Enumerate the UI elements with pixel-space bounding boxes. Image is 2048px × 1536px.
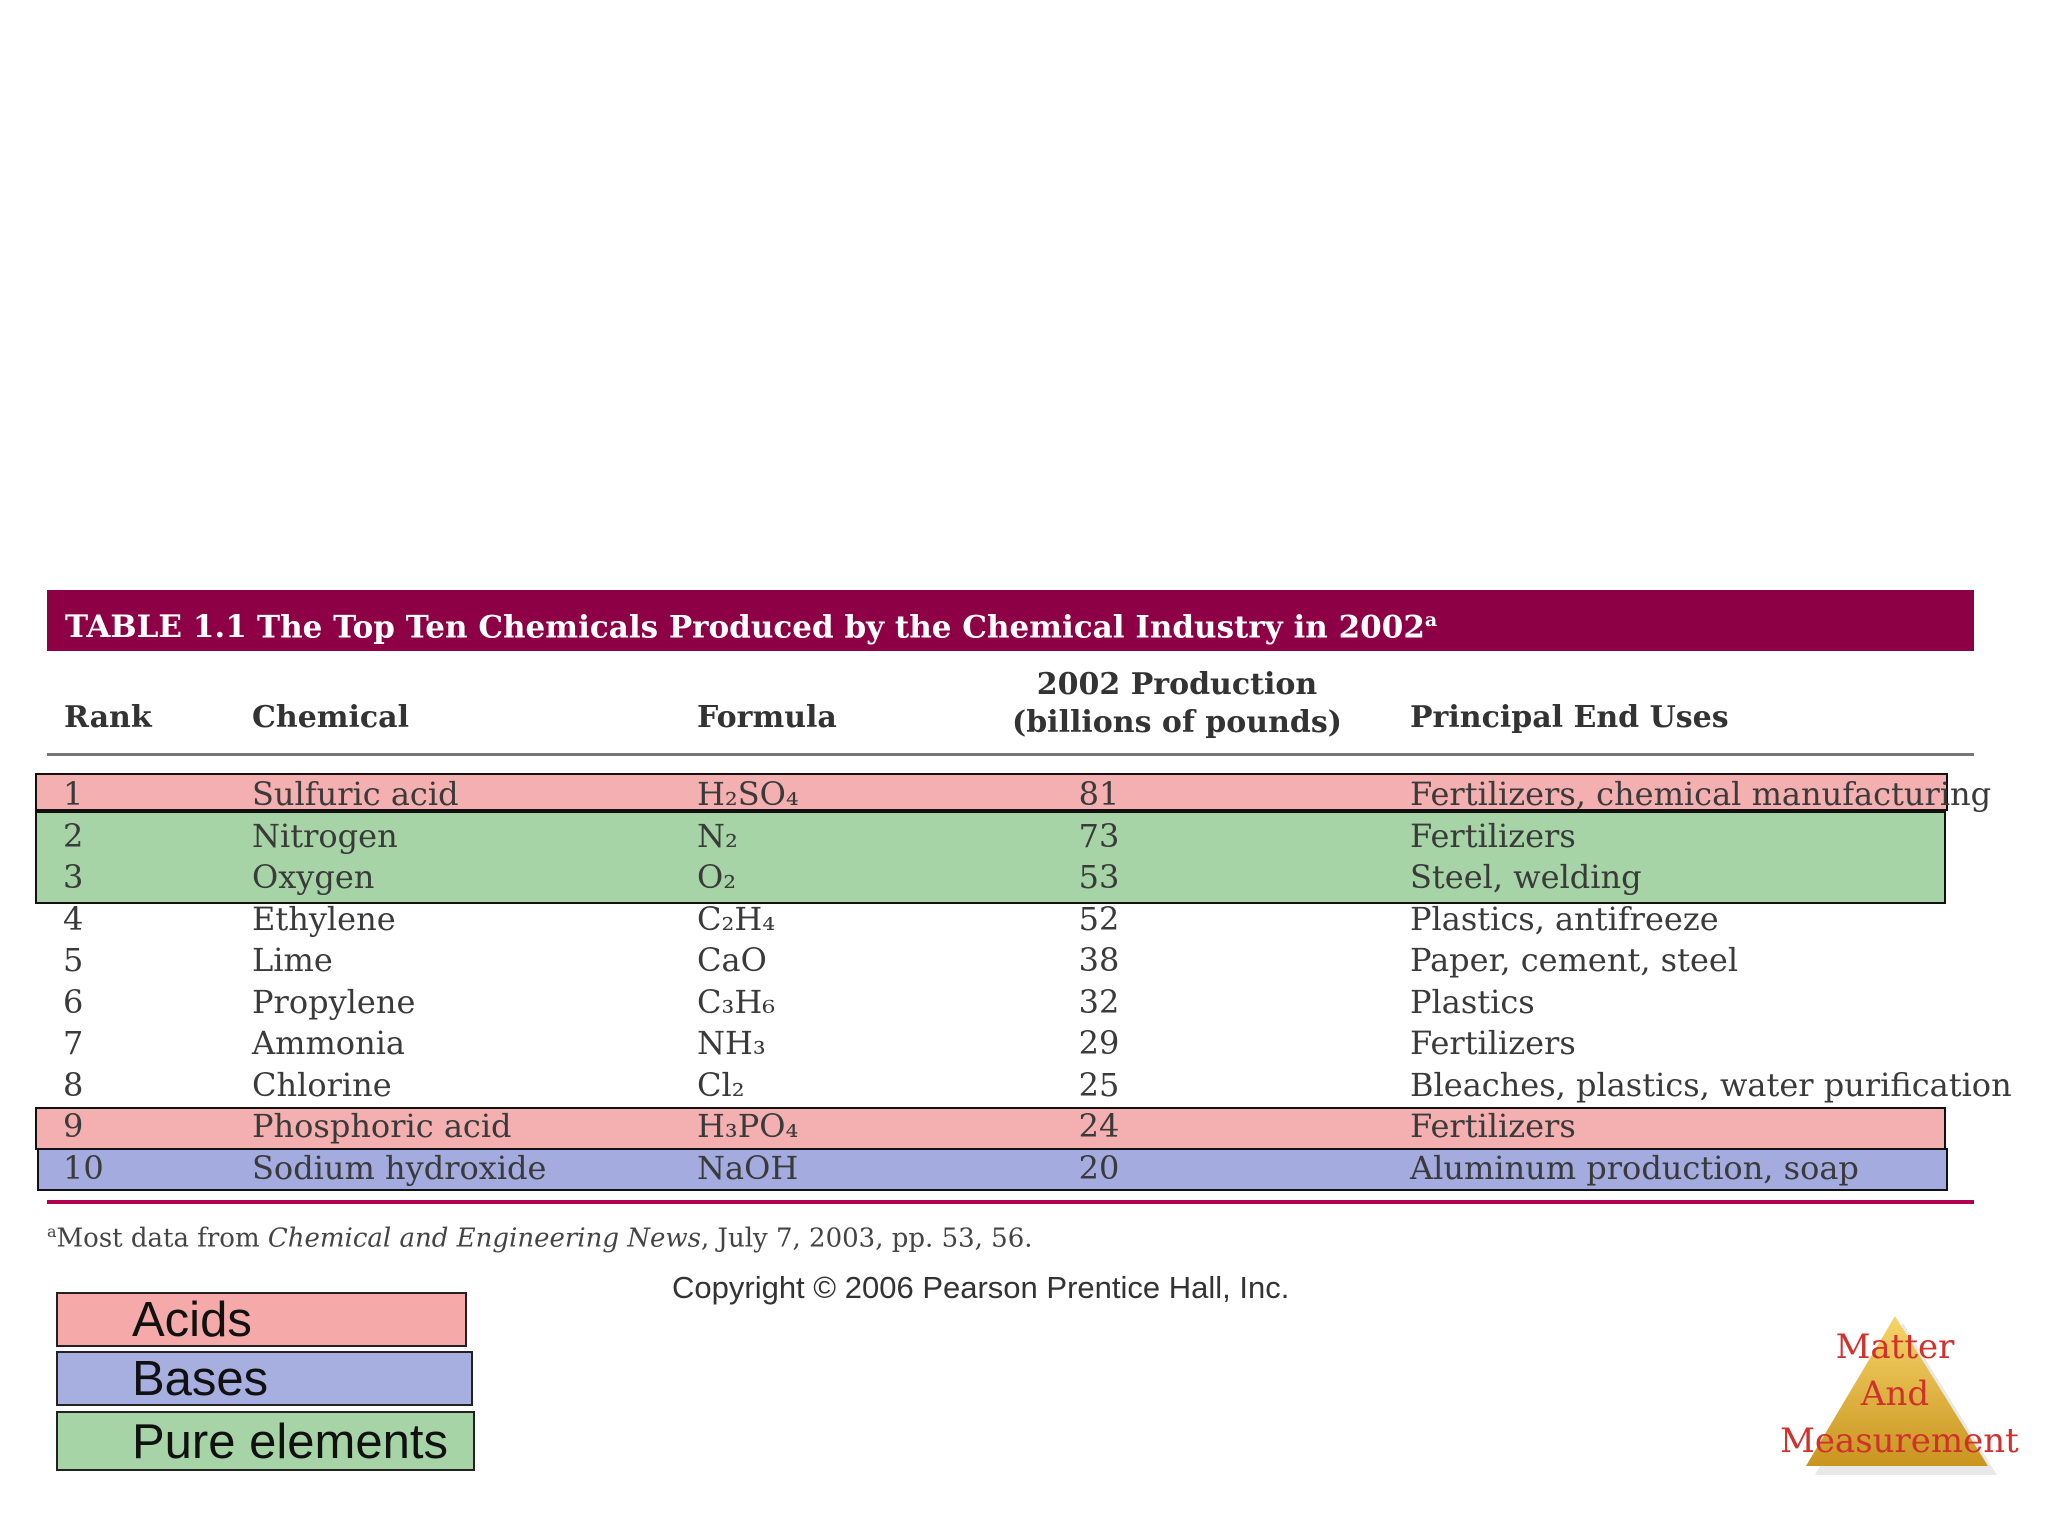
cell-formula: C₂H₄ bbox=[697, 899, 776, 938]
cell-chemical: Propylene bbox=[252, 982, 416, 1021]
table-title: The Top Ten Chemicals Produced by the Chemical Industry in 2002 bbox=[257, 609, 1425, 646]
cell-production: 29 bbox=[1078, 1024, 1120, 1062]
cell-rank: 2 bbox=[63, 816, 84, 855]
cell-chemical: Nitrogen bbox=[252, 816, 398, 855]
cell-rank: 1 bbox=[63, 775, 84, 813]
cell-rank: 3 bbox=[63, 858, 84, 896]
table-row bbox=[47, 856, 1974, 898]
table-title-footnote-mark: a bbox=[1424, 609, 1438, 631]
cell-rank: 5 bbox=[63, 941, 84, 979]
cell-chemical: Ammonia bbox=[252, 1024, 405, 1062]
cell-production: 53 bbox=[1078, 858, 1120, 896]
legend-bases bbox=[56, 1351, 473, 1406]
legend-acids bbox=[56, 1292, 467, 1347]
table-row bbox=[47, 981, 1974, 1023]
cell-formula: CaO bbox=[697, 941, 767, 979]
header-rank: Rank bbox=[64, 700, 152, 735]
legend-pure-elements bbox=[56, 1411, 475, 1471]
table-number: TABLE 1.1 bbox=[65, 609, 247, 646]
header-uses: Principal End Uses bbox=[1410, 700, 1729, 735]
footnote-suffix: , July 7, 2003, pp. 53, 56. bbox=[701, 1223, 1033, 1254]
bottom-rule bbox=[47, 1200, 1974, 1204]
footnote-mark: a bbox=[47, 1222, 57, 1241]
cell-production: 25 bbox=[1078, 1065, 1120, 1104]
cell-rank: 4 bbox=[63, 899, 84, 938]
table-row bbox=[47, 1064, 2012, 1106]
cell-rank: 6 bbox=[63, 982, 84, 1021]
cell-chemical: Phosphoric acid bbox=[252, 1107, 512, 1145]
badge-line-matter: Matter bbox=[1835, 1327, 1955, 1367]
cell-formula: N₂ bbox=[697, 816, 738, 855]
table-row bbox=[47, 939, 1974, 981]
cell-production: 81 bbox=[1078, 775, 1120, 813]
table-row bbox=[47, 773, 1992, 815]
cell-formula: NaOH bbox=[697, 1148, 799, 1187]
cell-rank: 8 bbox=[63, 1065, 84, 1104]
cell-formula: C₃H₆ bbox=[697, 982, 776, 1021]
cell-rank: 9 bbox=[63, 1107, 84, 1145]
cell-uses: Bleaches, plastics, water purification bbox=[1410, 1065, 2012, 1104]
cell-production: 52 bbox=[1078, 899, 1120, 938]
cell-uses: Steel, welding bbox=[1410, 858, 1642, 896]
legend-bases-label: Bases bbox=[132, 1352, 269, 1406]
table-row bbox=[47, 815, 1974, 857]
cell-uses: Plastics bbox=[1410, 982, 1535, 1021]
table-title-bar bbox=[47, 590, 1974, 651]
header-production-line2: (billions of pounds) bbox=[1012, 705, 1342, 740]
cell-uses: Fertilizers bbox=[1410, 1107, 1576, 1145]
table-row bbox=[47, 1147, 1974, 1189]
cell-production: 24 bbox=[1078, 1107, 1120, 1145]
header-production bbox=[967, 666, 1387, 742]
header-chemical: Chemical bbox=[252, 700, 410, 735]
cell-rank: 10 bbox=[63, 1148, 104, 1187]
legend-acids-label: Acids bbox=[132, 1293, 252, 1347]
cell-uses: Plastics, antifreeze bbox=[1410, 899, 1719, 938]
cell-production: 73 bbox=[1078, 816, 1120, 855]
cell-formula: Cl₂ bbox=[697, 1065, 745, 1104]
cell-chemical: Sulfuric acid bbox=[252, 775, 459, 813]
footnote-source: Chemical and Engineering News bbox=[267, 1223, 702, 1254]
table-row bbox=[47, 1105, 1974, 1147]
cell-formula: O₂ bbox=[697, 858, 737, 896]
legend-pure-label: Pure elements bbox=[132, 1415, 448, 1469]
cell-uses: Paper, cement, steel bbox=[1410, 941, 1739, 979]
cell-chemical: Oxygen bbox=[252, 858, 375, 896]
header-rule bbox=[47, 753, 1974, 756]
cell-formula: H₂SO₄ bbox=[697, 775, 799, 813]
cell-chemical: Ethylene bbox=[252, 899, 396, 938]
cell-production: 20 bbox=[1078, 1148, 1120, 1187]
copyright-notice: Copyright © 2006 Pearson Prentice Hall, Inc. bbox=[672, 1270, 1290, 1305]
cell-uses: Fertilizers bbox=[1410, 1024, 1576, 1062]
cell-uses: Aluminum production, soap bbox=[1410, 1148, 1859, 1187]
badge-line-measurement: Measurement bbox=[1780, 1421, 2019, 1461]
header-formula: Formula bbox=[697, 700, 837, 735]
cell-chemical: Lime bbox=[252, 941, 333, 979]
table-footnote bbox=[47, 1222, 1033, 1254]
table-row bbox=[47, 898, 1974, 940]
cell-uses: Fertilizers, chemical manufacturing bbox=[1410, 775, 1992, 813]
badge-line-and: And bbox=[1860, 1374, 1930, 1414]
chapter-badge bbox=[1780, 1310, 2019, 1480]
cell-chemical: Chlorine bbox=[252, 1065, 392, 1104]
cell-formula: NH₃ bbox=[697, 1024, 766, 1062]
badge-text bbox=[1780, 1324, 2019, 1465]
cell-production: 32 bbox=[1078, 982, 1120, 1021]
cell-rank: 7 bbox=[63, 1024, 84, 1062]
header-production-line1: 2002 Production bbox=[1036, 667, 1318, 702]
cell-uses: Fertilizers bbox=[1410, 816, 1576, 855]
table-row bbox=[47, 1022, 1974, 1064]
cell-chemical: Sodium hydroxide bbox=[252, 1148, 547, 1187]
cell-production: 38 bbox=[1078, 941, 1120, 979]
footnote-prefix: Most data from bbox=[56, 1223, 268, 1254]
cell-formula: H₃PO₄ bbox=[697, 1107, 799, 1145]
